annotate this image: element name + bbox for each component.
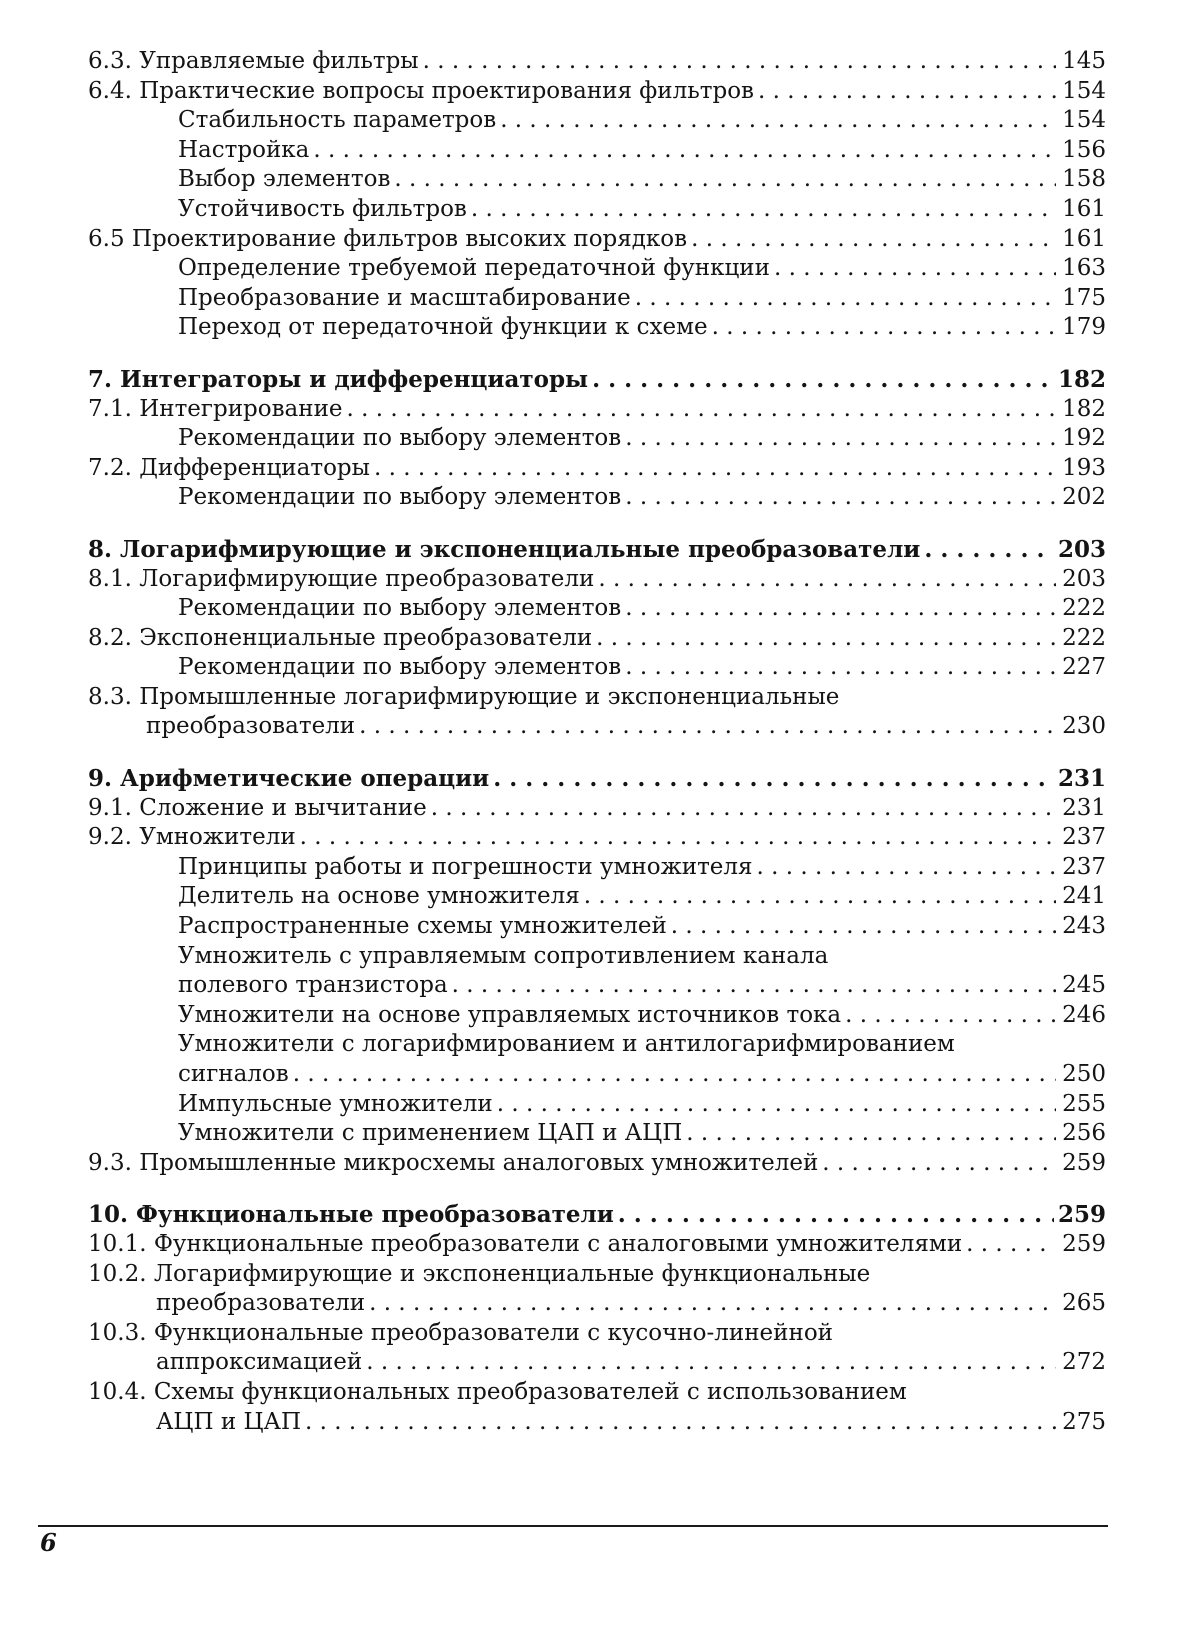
toc-entry-row [88,823,1106,853]
toc-dot-leader [293,1060,1056,1090]
toc-dot-leader [625,424,1056,454]
toc-entry-title: 10.3. Функциональные преобразователи с кусочно-линейной [88,1319,833,1346]
toc-entry-row [88,912,1106,942]
toc-dot-leader [618,1200,1054,1230]
toc-entry-title: 9. Арифметические операции [88,765,490,793]
toc-page-number: 275 [1062,1408,1106,1435]
toc-page-number: 203 [1057,535,1106,563]
toc-dot-leader [822,1149,1056,1179]
toc-page-number: 231 [1057,765,1106,793]
toc-entry-row [88,1289,1106,1319]
toc-dot-leader [423,47,1056,77]
toc-entry-row [88,424,1106,454]
table-of-contents [88,47,1106,1437]
toc-page-number: 243 [1062,913,1106,940]
toc-page-number: 161 [1062,195,1106,222]
toc-page-number: 259 [1057,1201,1106,1229]
toc-page-number: 202 [1062,484,1106,511]
toc-entry-title: Переход от передаточной функции к схеме [178,314,708,341]
toc-page-number: 175 [1062,284,1106,311]
toc-dot-leader [452,971,1056,1001]
toc-entry-title: Умножители на основе управляемых источников тока [178,1001,842,1028]
toc-entry-row [88,395,1106,425]
toc-chapter-row [88,535,1106,565]
toc-entry-row [88,1319,1106,1349]
toc-entry-row [88,195,1106,225]
toc-entry-row [88,313,1106,343]
toc-page-number: 246 [1062,1001,1106,1028]
toc-page-number: 230 [1062,713,1106,740]
toc-entry-title: 6.3. Управляемые фильтры [88,48,419,74]
toc-entry-title: 8.2. Экспоненциальные преобразователи [88,624,593,651]
toc-dot-leader [305,1408,1056,1438]
toc-page-number: 272 [1062,1349,1106,1376]
toc-entry-title: 10.4. Схемы функциональных преобразователей с использованием [88,1378,907,1405]
toc-dot-leader [596,624,1056,654]
toc-dot-leader [686,1119,1056,1149]
toc-entry-title: 9.3. Промышленные микросхемы аналоговых умножителей [88,1149,819,1176]
toc-dot-leader [493,764,1054,794]
toc-dot-leader [471,195,1056,225]
toc-page-number: 193 [1062,454,1106,481]
toc-entry-row [88,1378,1106,1408]
footer-rule [38,1525,1108,1527]
toc-page-number: 158 [1062,166,1106,193]
toc-dot-leader [347,395,1056,425]
toc-entry-row [88,971,1106,1001]
page-number: 6 [40,1528,57,1557]
toc-entry-row [88,594,1106,624]
toc-entry-row [88,853,1106,883]
toc-page-number: 245 [1062,972,1106,999]
toc-entry-title: Рекомендации по выбору элементов [178,595,622,622]
toc-entry-title: 10. Функциональные преобразователи [88,1201,614,1229]
toc-entry-row [88,165,1106,195]
toc-entry-row [88,1230,1106,1260]
toc-dot-leader [774,254,1056,284]
toc-entry-title: 9.1. Сложение и вычитание [88,794,427,821]
toc-page-number: 237 [1062,853,1106,880]
toc-page-number: 259 [1062,1230,1106,1257]
toc-dot-leader [757,853,1056,883]
toc-entry-title: 6.5 Проектирование фильтров высоких порядков [88,225,688,252]
toc-entry-row [88,1260,1106,1290]
toc-entry-title: Определение требуемой передаточной функции [178,255,770,282]
toc-entry-title: преобразователи [156,1290,366,1317]
toc-entry-row [88,794,1106,824]
toc-entry-row [88,1149,1106,1179]
toc-entry-title: 7.2. Дифференциаторы [88,454,370,481]
toc-entry-row [88,1090,1106,1120]
toc-page-number: 256 [1062,1120,1106,1147]
toc-page-number: 182 [1062,395,1106,422]
toc-dot-leader [431,794,1056,824]
toc-dot-leader [366,1348,1056,1378]
toc-dot-leader [758,77,1056,107]
toc-entry-row [88,882,1106,912]
toc-entry-title: Импульсные умножители [178,1090,493,1117]
toc-entry-title: АЦП и ЦАП [156,1408,302,1435]
toc-page-number: 179 [1062,314,1106,341]
toc-page-number: 203 [1062,565,1106,592]
toc-entry-title: 10.2. Логарифмирующие и экспоненциальные функциональные [88,1260,871,1287]
toc-entry-row [88,1408,1106,1438]
toc-chapter-row [88,764,1106,794]
toc-entry-row [88,653,1106,683]
toc-entry-row [88,225,1106,255]
toc-dot-leader [359,712,1056,742]
toc-dot-leader [691,225,1056,255]
toc-entry-title: 8. Логарифмирующие и экспоненциальные преобразователи [88,535,921,563]
toc-entry-title: Рекомендации по выбору элементов [178,654,622,681]
toc-entry-row [88,106,1106,136]
toc-entry-title: аппроксимацией [156,1349,363,1376]
toc-page-number: 250 [1062,1061,1106,1087]
toc-entry-title: Умножитель с управляемым сопротивлением канала [178,942,829,969]
toc-entry-row [88,136,1106,166]
toc-chapter-row [88,365,1106,395]
toc-entry-title: 6.4. Практические вопросы проектирования фильтров [88,77,755,104]
toc-entry-title: 10.1. Функциональные преобразователи с аналоговыми умножителями [88,1230,963,1257]
toc-entry-title: Делитель на основе умножителя [178,883,580,910]
toc-page-number: 222 [1062,624,1106,651]
toc-entry-title: Умножители с применением ЦАП и АЦП [178,1120,683,1147]
toc-entry-row [88,1060,1106,1090]
toc-entry-row [88,1030,1106,1060]
toc-page-number: 154 [1062,107,1106,134]
toc-entry-row [88,47,1106,77]
toc-dot-leader [369,1289,1056,1319]
toc-entry-title: полевого транзистора [178,972,448,999]
toc-entry-title: 7.1. Интегрирование [88,395,343,422]
toc-dot-leader [374,454,1056,484]
toc-entry-row [88,942,1106,972]
toc-page-number: 227 [1062,654,1106,681]
toc-entry-title: Преобразование и масштабирование [178,284,631,311]
toc-entry-row [88,1348,1106,1378]
toc-entry-row [88,77,1106,107]
toc-dot-leader [584,882,1056,912]
toc-entry-title: 9.2. Умножители [88,824,296,851]
toc-entry-title: 8.1. Логарифмирующие преобразователи [88,565,595,592]
toc-dot-leader [625,594,1056,624]
toc-page-number: 154 [1062,77,1106,104]
toc-entry-row [88,483,1106,513]
toc-entry-row [88,624,1106,654]
toc-dot-leader [497,1090,1056,1120]
toc-page-number: 163 [1062,255,1106,282]
toc-entry-row [88,254,1106,284]
toc-entry-title: Устойчивость фильтров [178,195,467,222]
toc-entry-title: Стабильность параметров [178,107,497,134]
toc-dot-leader [625,483,1056,513]
toc-dot-leader [845,1001,1056,1031]
toc-dot-leader [966,1230,1056,1260]
toc-page-number: 255 [1062,1090,1106,1117]
toc-entry-row [88,1001,1106,1031]
toc-entry-title: Выбор элементов [178,166,391,193]
toc-page-number: 222 [1062,595,1106,622]
toc-entry-title: преобразователи [146,713,356,740]
toc-entry-title: Рекомендации по выбору элементов [178,484,622,511]
toc-entry-title: Принципы работы и погрешности умножителя [178,853,753,880]
toc-dot-leader [712,313,1056,343]
toc-chapter-row [88,1200,1106,1230]
toc-page-number: 145 [1062,48,1106,74]
toc-page-number: 241 [1062,883,1106,910]
toc-entry-title: сигналов [178,1061,289,1087]
toc-dot-leader [300,823,1056,853]
toc-dot-leader [592,365,1054,395]
toc-page-number: 237 [1062,824,1106,851]
toc-entry-row [88,1119,1106,1149]
toc-dot-leader [635,284,1056,314]
toc-page-number: 161 [1062,225,1106,252]
toc-page-number: 259 [1062,1149,1106,1176]
toc-page-number: 192 [1062,425,1106,452]
toc-page-number: 265 [1062,1290,1106,1317]
toc-dot-leader [313,136,1056,166]
toc-dot-leader [394,165,1056,195]
toc-page-number: 182 [1057,365,1106,393]
toc-dot-leader [671,912,1056,942]
toc-entry-title: 8.3. Промышленные логарифмирующие и экспоненциальные [88,683,840,710]
toc-entry-row [88,712,1106,742]
toc-entry-title: Умножители с логарифмированием и антилогарифмированием [178,1031,955,1058]
toc-entry-row [88,454,1106,484]
toc-dot-leader [924,535,1054,565]
toc-entry-row [88,683,1106,713]
toc-entry-title: Рекомендации по выбору элементов [178,425,622,452]
toc-entry-title: Настройка [178,136,310,163]
toc-page-number: 156 [1062,136,1106,163]
toc-page-number: 231 [1062,794,1106,821]
toc-entry-title: 7. Интеграторы и дифференциаторы [88,365,589,393]
toc-dot-leader [500,106,1056,136]
toc-dot-leader [598,565,1056,595]
toc-dot-leader [625,653,1056,683]
toc-entry-row [88,565,1106,595]
toc-entry-title: Распространенные схемы умножителей [178,913,667,940]
toc-entry-row [88,284,1106,314]
